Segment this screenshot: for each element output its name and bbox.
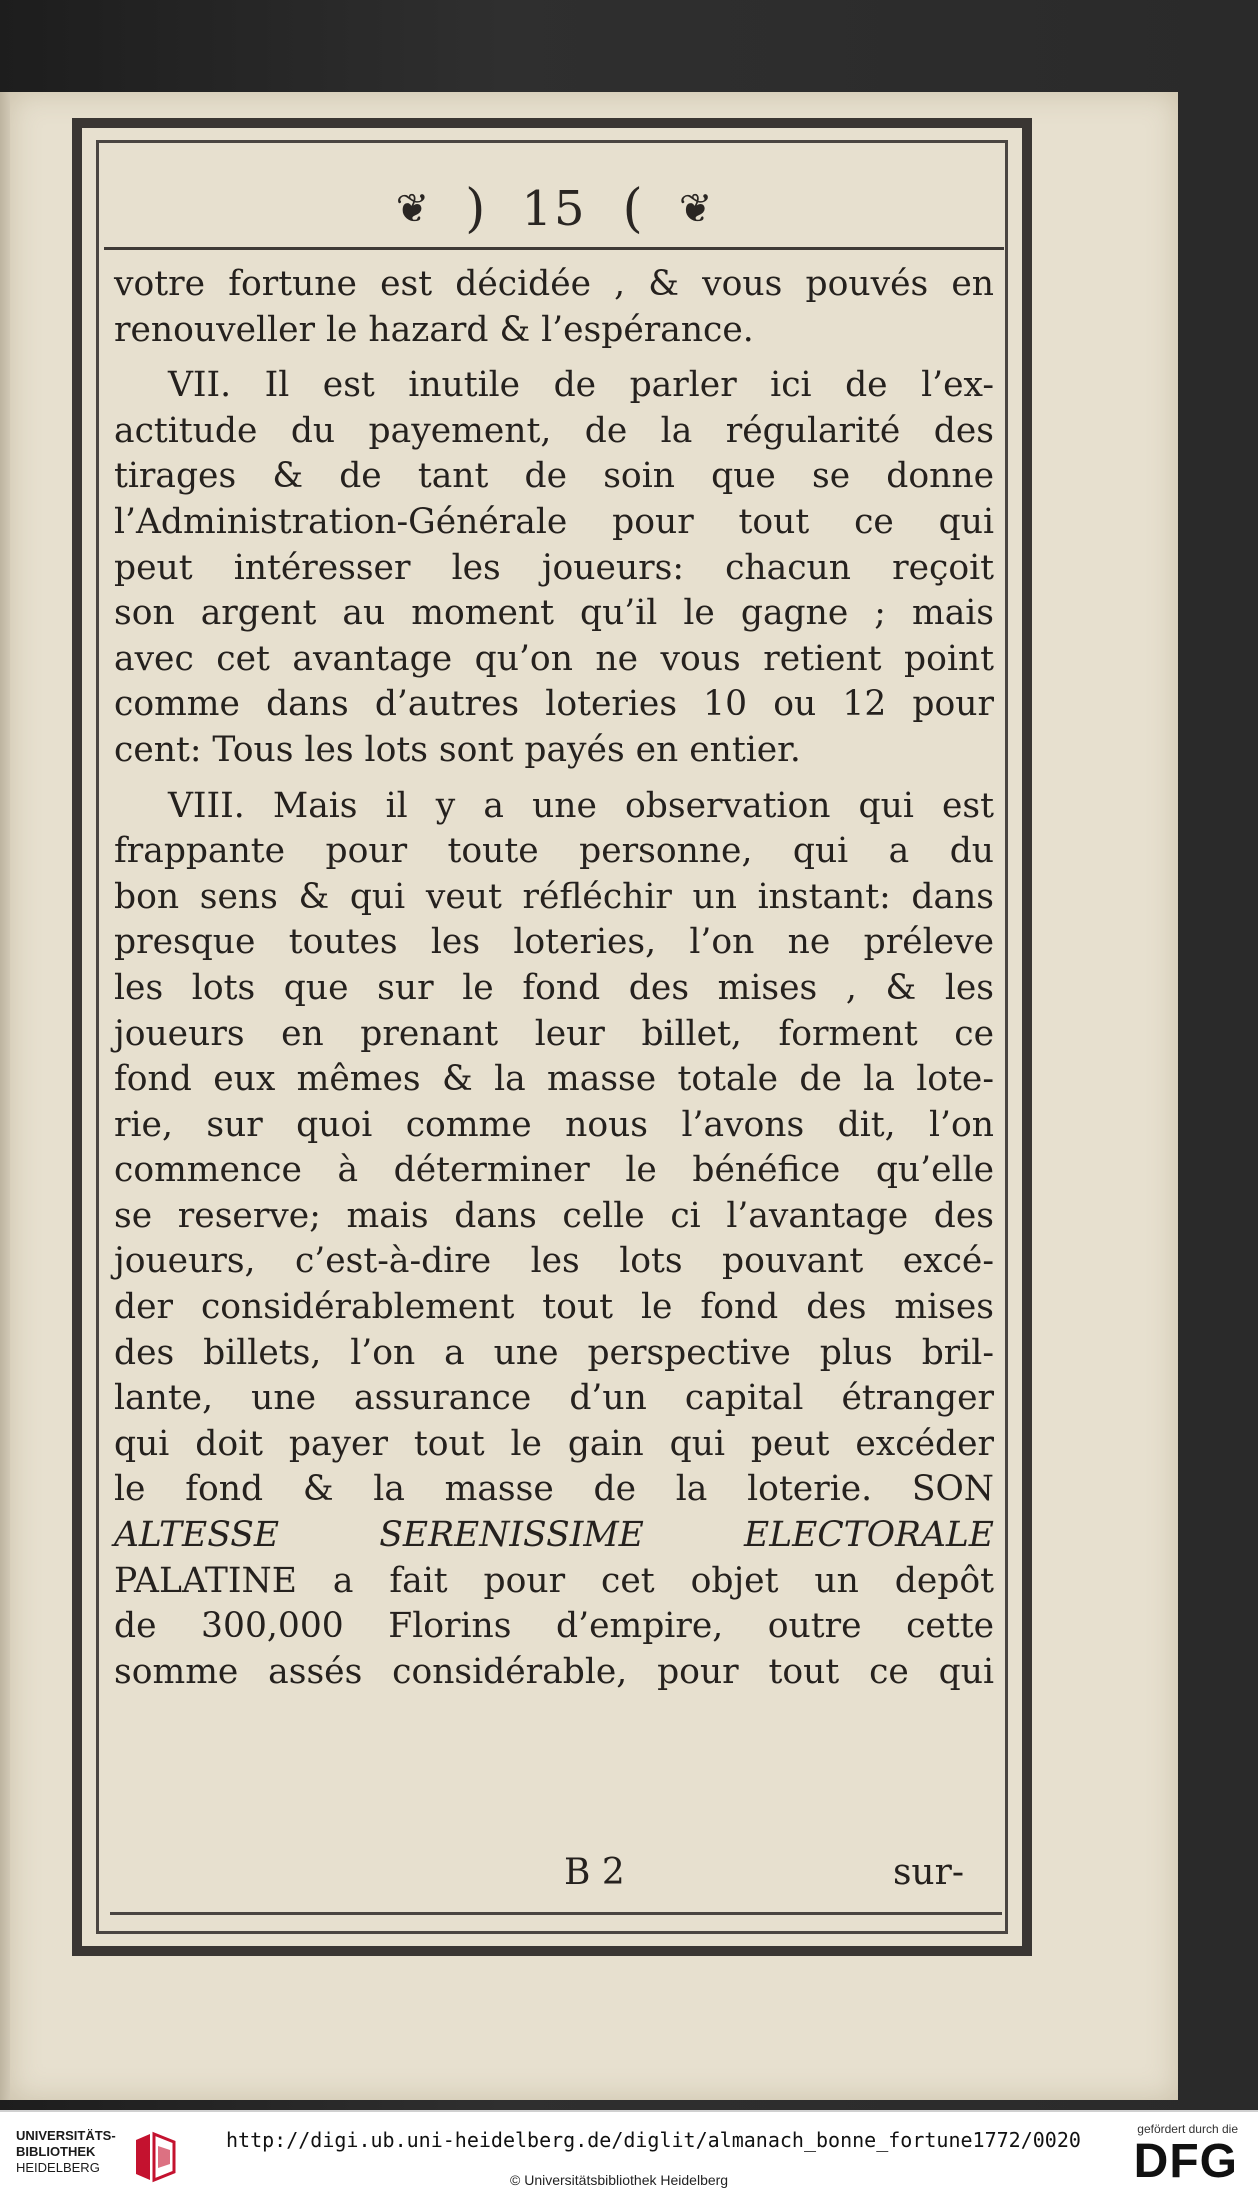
text-line: der considérablement tout le fond des mises <box>114 1287 994 1328</box>
text-line: presque toutes les loteries, l’on ne préleve <box>114 922 994 963</box>
text-line: ALTESSE SERENISSIME ELECTORALE <box>114 1515 994 1556</box>
library-line-1: UNIVERSITÄTS- <box>16 2128 116 2143</box>
dfg-logo: DFG <box>1133 2135 1238 2188</box>
left-ornament-icon: ❦ <box>395 185 430 232</box>
sponsor-note: gefördert durch die <box>1137 2122 1238 2136</box>
text-line: renouveller le hazard & l’espérance. <box>114 309 754 350</box>
page-header <box>104 170 1004 250</box>
text-line: joueurs, c’est-à-dire les lots pouvant excé- <box>114 1241 994 1282</box>
sponsor-logo[interactable] <box>1108 2122 1238 2198</box>
library-logo[interactable] <box>16 2128 216 2192</box>
viewer-footer <box>0 2110 1258 2204</box>
text-line: des billets, l’on a une perspective plus bril- <box>114 1332 994 1373</box>
text-line: tirages & de tant de soin que se donne <box>114 456 994 497</box>
text-line: bon sens & qui veut réfléchir un instant: dans <box>114 876 994 917</box>
text-line: fond eux mêmes & la masse totale de la lote- <box>114 1059 994 1100</box>
copyright-notice: © Universitätsbibliothek Heidelberg <box>510 2172 729 2188</box>
text-line: VII. Il est inutile de parler ici de l’ex- <box>168 365 994 406</box>
page-text <box>114 262 994 1695</box>
text-line: PALATINE a fait pour cet objet un depôt <box>114 1560 994 1601</box>
text-line: de 300,000 Florins d’empire, outre cette <box>114 1606 994 1647</box>
text-line: somme assés considérable, pour tout ce qui <box>114 1651 994 1692</box>
text-line: le fond & la masse de la loterie. SON <box>114 1469 994 1510</box>
library-line-2: BIBLIOTHEK <box>16 2144 96 2159</box>
text-line: frappante pour toute personne, qui a du <box>114 831 994 872</box>
left-paren: ) <box>465 178 486 239</box>
text-line: votre fortune est décidée , & vous pouvés en <box>114 264 994 304</box>
text-line: lante, une assurance d’un capital étranger <box>114 1378 994 1419</box>
text-line: peut intéresser les joueurs: chacun reçoit <box>114 547 994 588</box>
permalink-url[interactable]: http://digi.ub.uni-heidelberg.de/diglit/almanach_bonne_fortune1772/0020 <box>226 2128 1081 2152</box>
library-line-3: HEIDELBERG <box>16 2160 100 2175</box>
text-line: son argent au moment qu’il le gagne ; mais <box>114 593 994 634</box>
library-name <box>16 2128 116 2176</box>
library-seal-icon <box>128 2130 182 2184</box>
text-line: se reserve; mais dans celle ci l’avantage des <box>114 1195 994 1236</box>
text-line: comme dans d’autres loteries 10 ou 12 pour <box>114 684 994 725</box>
right-paren: ( <box>622 178 643 239</box>
text-line: rie, sur quoi comme nous l’avons dit, l’on <box>114 1104 994 1145</box>
page-foot <box>114 1852 994 1902</box>
text-line: avec cet avantage qu’on ne vous retient point <box>114 638 994 679</box>
text-line: VIII. Mais il y a une observation qui est <box>168 785 994 826</box>
signature-mark: B 2 <box>564 1852 625 1893</box>
right-ornament-icon: ❦ <box>678 185 713 232</box>
text-line: cent: Tous les lots sont payés en entier. <box>114 729 801 770</box>
bottom-rule <box>110 1912 1002 1915</box>
page-number: 15 <box>521 180 587 237</box>
text-line: actitude du payement, de la régularité des <box>114 410 994 451</box>
text-line: joueurs en prenant leur billet, forment ce <box>114 1013 994 1054</box>
text-line: l’Administration-Générale pour tout ce qui <box>114 501 994 542</box>
catchword: sur- <box>892 1852 964 1893</box>
text-line: qui doit payer tout le gain qui peut excéder <box>114 1423 994 1464</box>
text-line: les lots que sur le fond des mises , & les <box>114 967 994 1008</box>
text-line: commence à déterminer le bénéfice qu’elle <box>114 1150 994 1191</box>
